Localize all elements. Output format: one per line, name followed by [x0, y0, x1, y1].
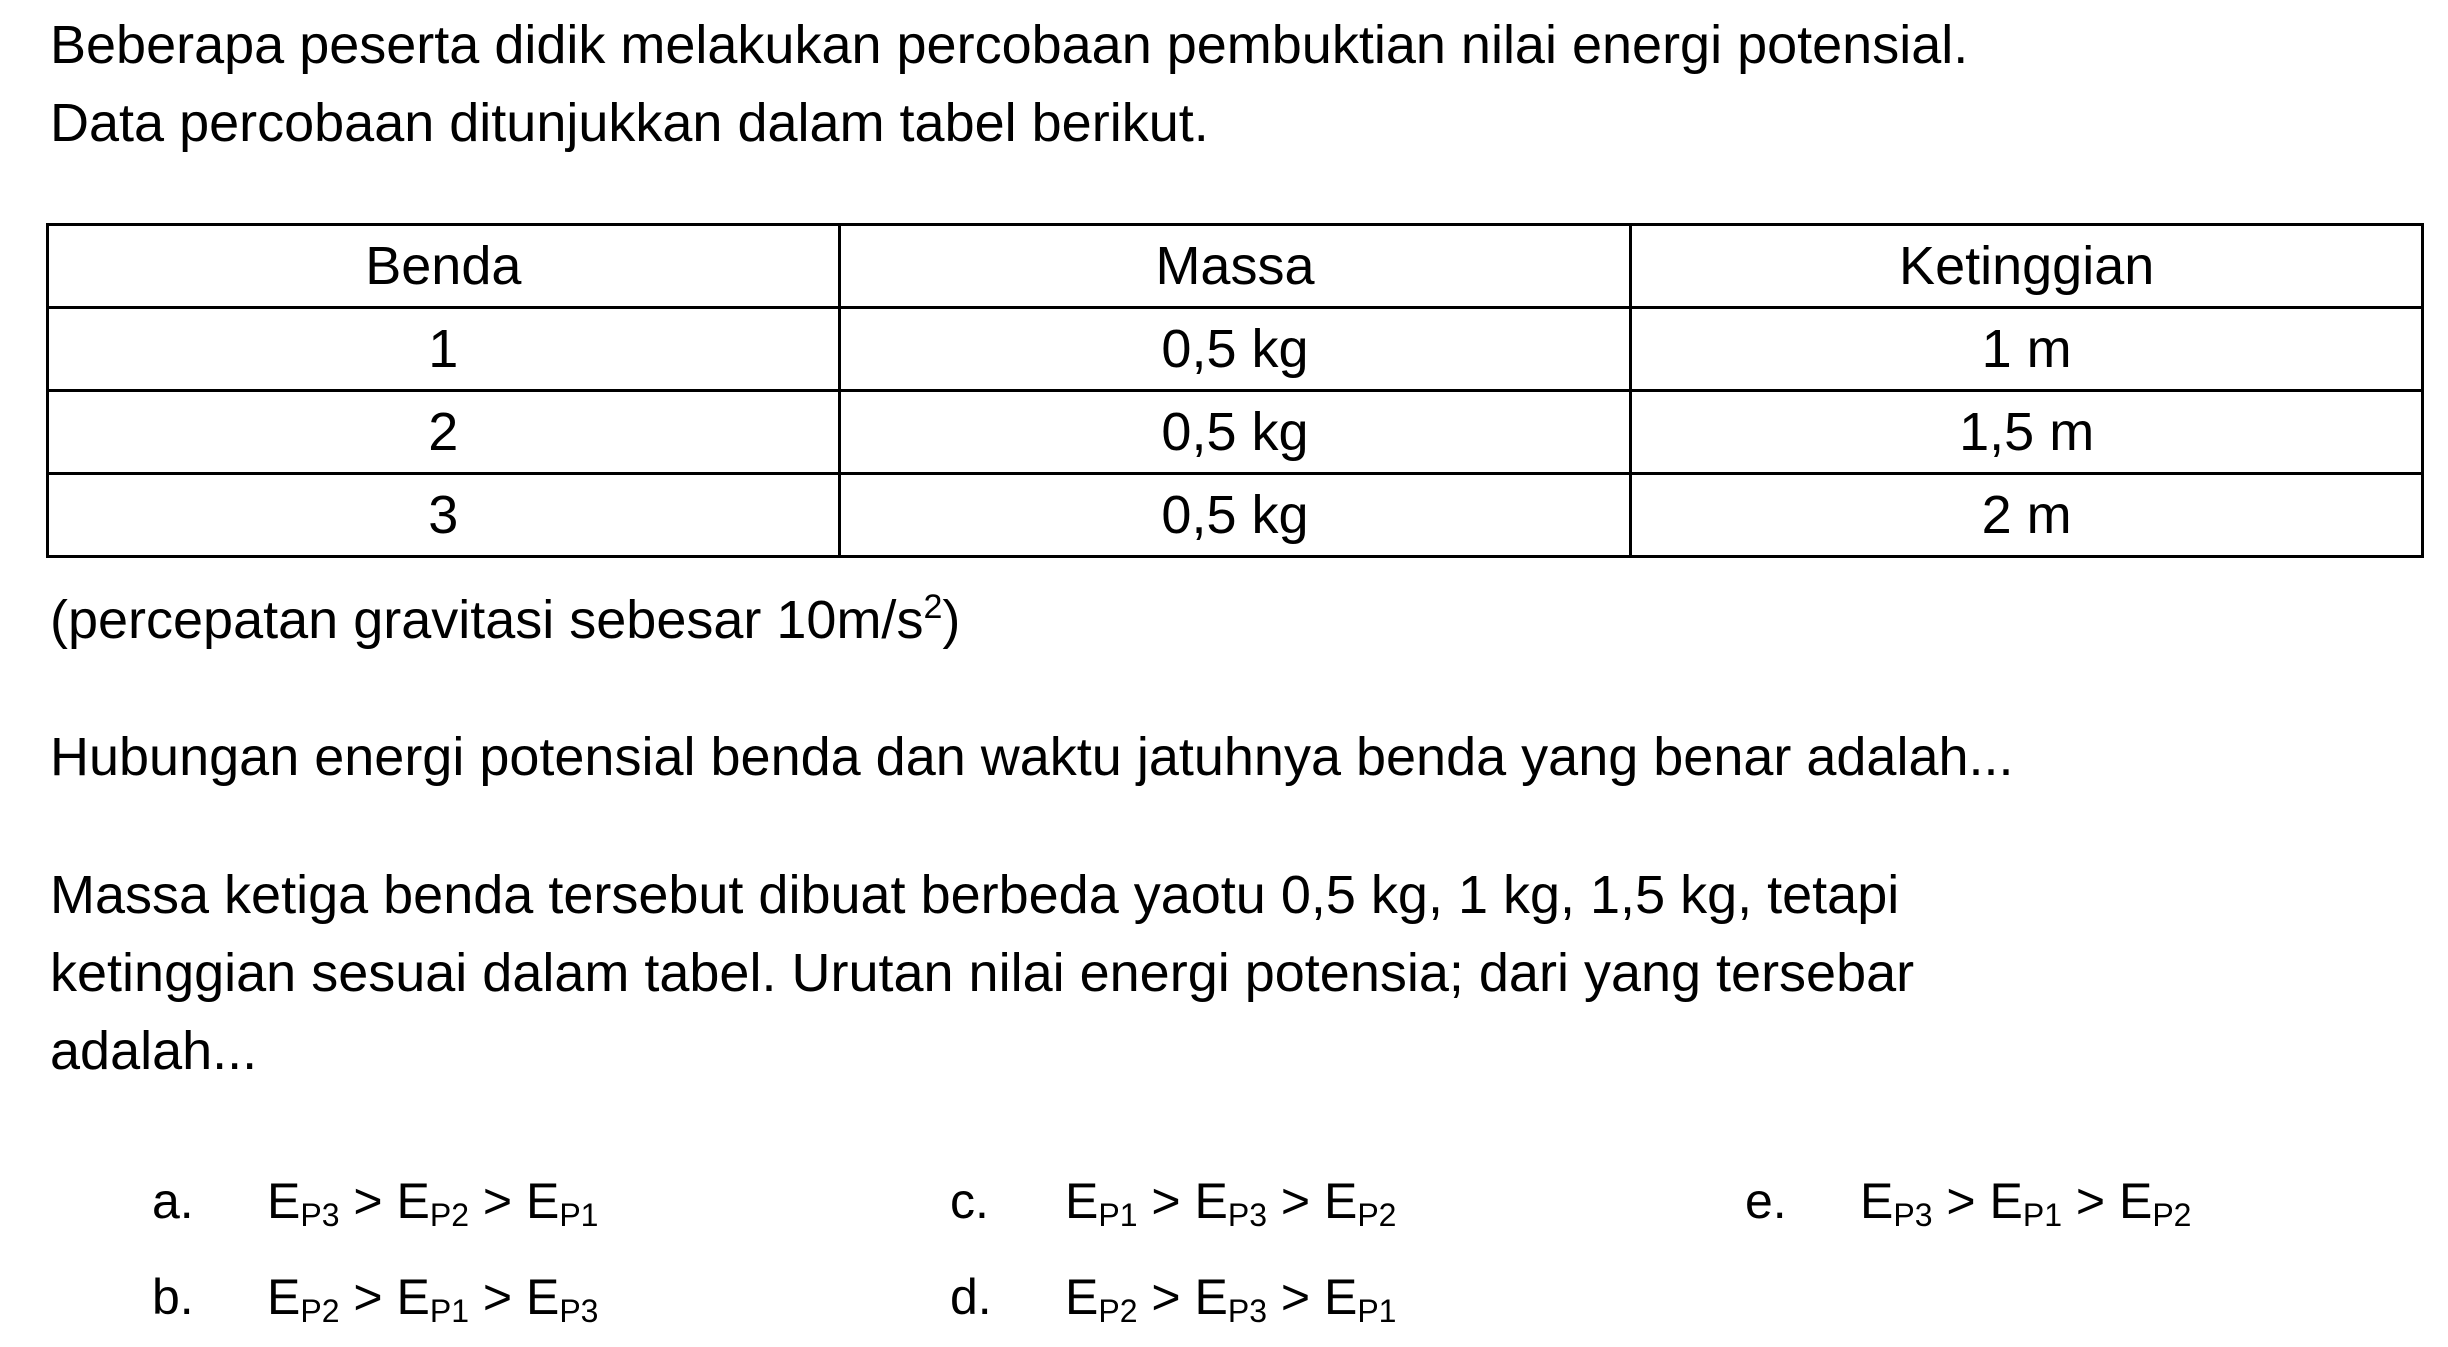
table-row — [48, 308, 2423, 391]
option-letter: c. — [950, 1173, 989, 1229]
option-letter: b. — [152, 1269, 194, 1325]
greater-than-sign: > — [468, 1269, 526, 1325]
question-1: Hubungan energi potensial benda dan waktu jatuhnya benda yang benar adalah... — [50, 727, 2014, 787]
option-letter: d. — [950, 1269, 992, 1325]
cell-benda: 3 — [48, 474, 840, 557]
option-letter: a. — [152, 1173, 194, 1229]
greater-than-sign: > — [339, 1269, 397, 1325]
question-2-line-1: Massa ketiga benda tersebut dibuat berbeda yaotu 0,5 kg, 1 kg, 1,5 kg, tetapi — [50, 865, 1900, 925]
gravity-note-prefix: (percepatan gravitasi sebesar 10m/s — [50, 590, 924, 650]
cell-massa: 0,5 kg — [839, 308, 1631, 391]
potential-energy-term: $E_{P2}$ — [267, 1269, 340, 1329]
cell-massa: 0,5 kg — [839, 474, 1631, 557]
potential-energy-term: $E_{P2}$ — [1065, 1269, 1138, 1329]
table-header-row — [48, 225, 2423, 308]
question-2 — [50, 856, 1914, 1090]
question-2-line-3: adalah... — [50, 1021, 258, 1081]
greater-than-sign: > — [1266, 1173, 1324, 1229]
potential-energy-term: $E_{P3}$ — [525, 1269, 599, 1329]
table-row — [48, 391, 2423, 474]
intro-line-1: Beberapa peserta didik melakukan percobaan pembuktian nilai energi potensial. — [50, 15, 1969, 75]
potential-energy-term: $E_{P3}$ — [267, 1173, 340, 1233]
potential-energy-term: $E_{P2}$ — [396, 1173, 469, 1233]
cell-benda: 2 — [48, 391, 840, 474]
greater-than-sign: > — [468, 1173, 526, 1229]
potential-energy-term: $E_{P1}$ — [1989, 1173, 2062, 1233]
cell-ketinggian: 1 m — [1631, 308, 2423, 391]
greater-than-sign: > — [1266, 1269, 1324, 1325]
potential-energy-term: $E_{P2}$ — [1323, 1173, 1397, 1233]
cell-benda: 1 — [48, 308, 840, 391]
potential-energy-term: $E_{P1}$ — [525, 1173, 599, 1233]
header-benda: Benda — [48, 225, 840, 308]
gravity-note-exponent: 2 — [923, 588, 943, 626]
potential-energy-term: $E_{P3}$ — [1860, 1173, 1933, 1233]
header-massa: Massa — [839, 225, 1631, 308]
greater-than-sign: > — [1137, 1269, 1195, 1325]
option-a[interactable] — [152, 1166, 598, 1236]
cell-massa: 0,5 kg — [839, 391, 1631, 474]
gravity-note — [50, 581, 960, 659]
potential-energy-term: $E_{P1}$ — [396, 1269, 469, 1329]
table-row — [48, 474, 2423, 557]
greater-than-sign: > — [2061, 1173, 2119, 1229]
potential-energy-term: $E_{P1}$ — [1323, 1269, 1397, 1329]
potential-energy-term: $E_{P1}$ — [1065, 1173, 1138, 1233]
header-ketinggian: Ketinggian — [1631, 225, 2423, 308]
option-b[interactable] — [152, 1262, 598, 1332]
option-c[interactable] — [950, 1166, 1396, 1236]
question-2-line-2: ketinggian sesuai dalam tabel. Urutan nilai energi potensia; dari yang tersebar — [50, 943, 1915, 1003]
intro-line-2: Data percobaan ditunjukkan dalam tabel berikut. — [50, 93, 1209, 153]
option-e[interactable] — [1745, 1166, 2191, 1236]
data-table-container — [46, 223, 2424, 558]
greater-than-sign: > — [1932, 1173, 1990, 1229]
greater-than-sign: > — [339, 1173, 397, 1229]
data-table — [46, 223, 2424, 558]
option-letter: e. — [1745, 1173, 1787, 1229]
intro-paragraph — [50, 6, 1968, 162]
potential-energy-term: $E_{P3}$ — [1194, 1173, 1267, 1233]
gravity-note-suffix: ) — [942, 590, 961, 650]
greater-than-sign: > — [1137, 1173, 1195, 1229]
cell-ketinggian: 2 m — [1631, 474, 2423, 557]
option-d[interactable] — [950, 1262, 1396, 1332]
potential-energy-term: $E_{P3}$ — [1194, 1269, 1267, 1329]
potential-energy-term: $E_{P2}$ — [2118, 1173, 2192, 1233]
cell-ketinggian: 1,5 m — [1631, 391, 2423, 474]
